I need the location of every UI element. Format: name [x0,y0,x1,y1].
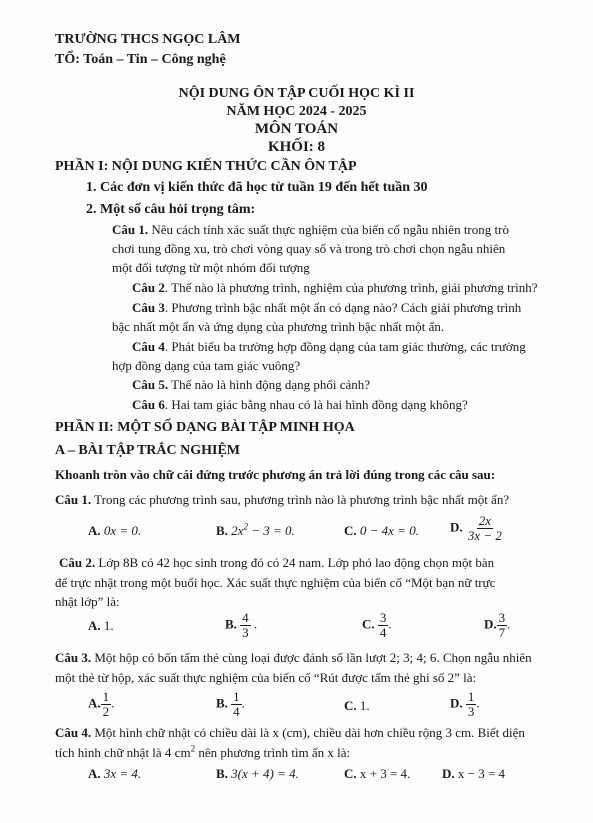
mcq-1-option-a: A. 0x = 0. [88,523,142,538]
part2-heading: PHẦN II: MỘT SỐ DẠNG BÀI TẬP MINH HỌA [55,420,355,435]
mcq-1-option-d: D. $\frac{2x}{3x - 2}$ [450,513,502,543]
mcq-4-option-a: A. 3x = 4. [88,766,142,781]
review-question-6: Câu 6. Hai tam giác bằng nhau có là hai hình đồng dạng không? [132,397,468,412]
mcq-2-question-line2: để trực nhật trong một buổi học. Xác suất thực nghiệm của biến cố “Một bạn nữ trực [55,575,496,590]
review-question-3-line2: bậc nhất một ẩn và ứng dụng của phương trình bậc nhất một ẩn. [112,319,445,334]
review-question-1-line2: chơi tung đồng xu, trò chơi vòng quay số và trong trò chơi chọn ngẫu nhiên [112,241,506,256]
mcq-4-option-d: D. x − 3 = 4 [442,766,506,781]
department-name: TỔ: Toán – Tin – Công nghệ [55,52,226,67]
mcq-3-question-line2: một thẻ từ hộp, xác suất thực nghiệm của biến cố “Rút được tấm thẻ ghi số 2” là: [55,670,477,685]
mcq-2-question-line3: nhật lớp” là: [55,594,120,609]
mcq-3-option-b: B. $\frac{1}{4}$ . [216,689,245,719]
doc-title: NỘI DUNG ÔN TẬP CUỐI HỌC KÌ II [178,86,415,101]
part1-item1: 1. Các đơn vị kiến thức đã học từ tuần 19 đến hết tuần 30 [86,180,428,195]
mcq-4-option-c: C. x + 3 = 4. [344,766,411,781]
school-year: NĂM HỌC 2024 - 2025 [226,104,367,119]
school-name: TRƯỜNG THCS NGỌC LÂM [55,32,241,47]
mcq-2-option-d: D. $\frac{3}{7}$ . [484,610,511,640]
part1-heading: PHẦN I: NỘI DUNG KIẾN THỨC CẦN ÔN TẬP [55,159,357,174]
mcq-3-option-d: D. $\frac{1}{3}$ . [450,689,480,719]
review-question-4-line2: hợp đồng dạng của tam giác vuông? [112,358,301,373]
mcq-2-option-a: A. 1. [88,618,114,633]
part1-item2: 2. Một số câu hỏi trọng tâm: [86,202,256,217]
mcq-1-option-b: B. $2x^2 - 3 = 0$. [216,521,295,538]
section-a-heading: A – BÀI TẬP TRẮC NGHIỆM [55,443,241,458]
mcq-2-question: Câu 2. Lớp 8B có 42 học sinh trong đó có 24 nam. Lớp phó lao động chọn một bàn [59,555,495,570]
subject: MÔN TOÁN [254,121,339,137]
mcq-4-question: Câu 4. Một hình chữ nhật có chiều dài là x (cm), chiều dài hơn chiều rộng 3 cm. Biết diện [55,725,525,740]
mcq-3-question: Câu 3. Một hộp có bốn tấm thẻ cùng loại được đánh số lần lượt 2; 3; 4; 6. Chọn ngẫu nhiên [55,650,532,665]
mcq-3-option-c: C. 1. [344,698,370,713]
review-question-4: Câu 4. Phát biểu ba trường hợp đồng dạng của tam giác thường, các trường [132,339,526,354]
mcq-2-option-c: C. $\frac{3}{4}$ . [362,610,392,640]
mcq-4-option-b: B. 3(x + 4) = 4. [216,766,299,781]
review-question-1: Câu 1. Nêu cách tính xác suất thực nghiệm của biến cố ngẫu nhiên trong trò [112,222,509,237]
mcq-3-option-a: A. $\frac{1}{2}$ . [88,689,115,719]
mcq-1-option-c: C. 0 − 4x = 0. [344,523,419,538]
mcq-1-question: Câu 1. Trong các phương trình sau, phương trình nào là phương trình bậc nhất một ẩn? [55,492,510,507]
mcq-4-question-line2: tích hình chữ nhật là 4 $cm^2$ nên phương trình tìm ẩn x là: [55,743,351,760]
mcq-2-option-b: B. $\frac{4}{3}$ . [225,610,258,640]
review-question-3: Câu 3. Phương trình bậc nhất một ẩn có dạng nào? Cách giải phương trình [132,300,522,315]
review-question-2: Câu 2. Thế nào là phương trình, nghiệm của phương trình, giải phương trình? [132,280,538,295]
instruction: Khoanh tròn vào chữ cái đứng trước phương án trả lời đúng trong các câu sau: [55,467,496,482]
review-question-5: Câu 5. Thế nào là hình động dạng phối cảnh? [132,377,371,392]
grade: KHỐI: 8 [267,139,326,155]
review-question-1-line3: một đối tượng từ một nhóm đối tượng [112,260,310,275]
